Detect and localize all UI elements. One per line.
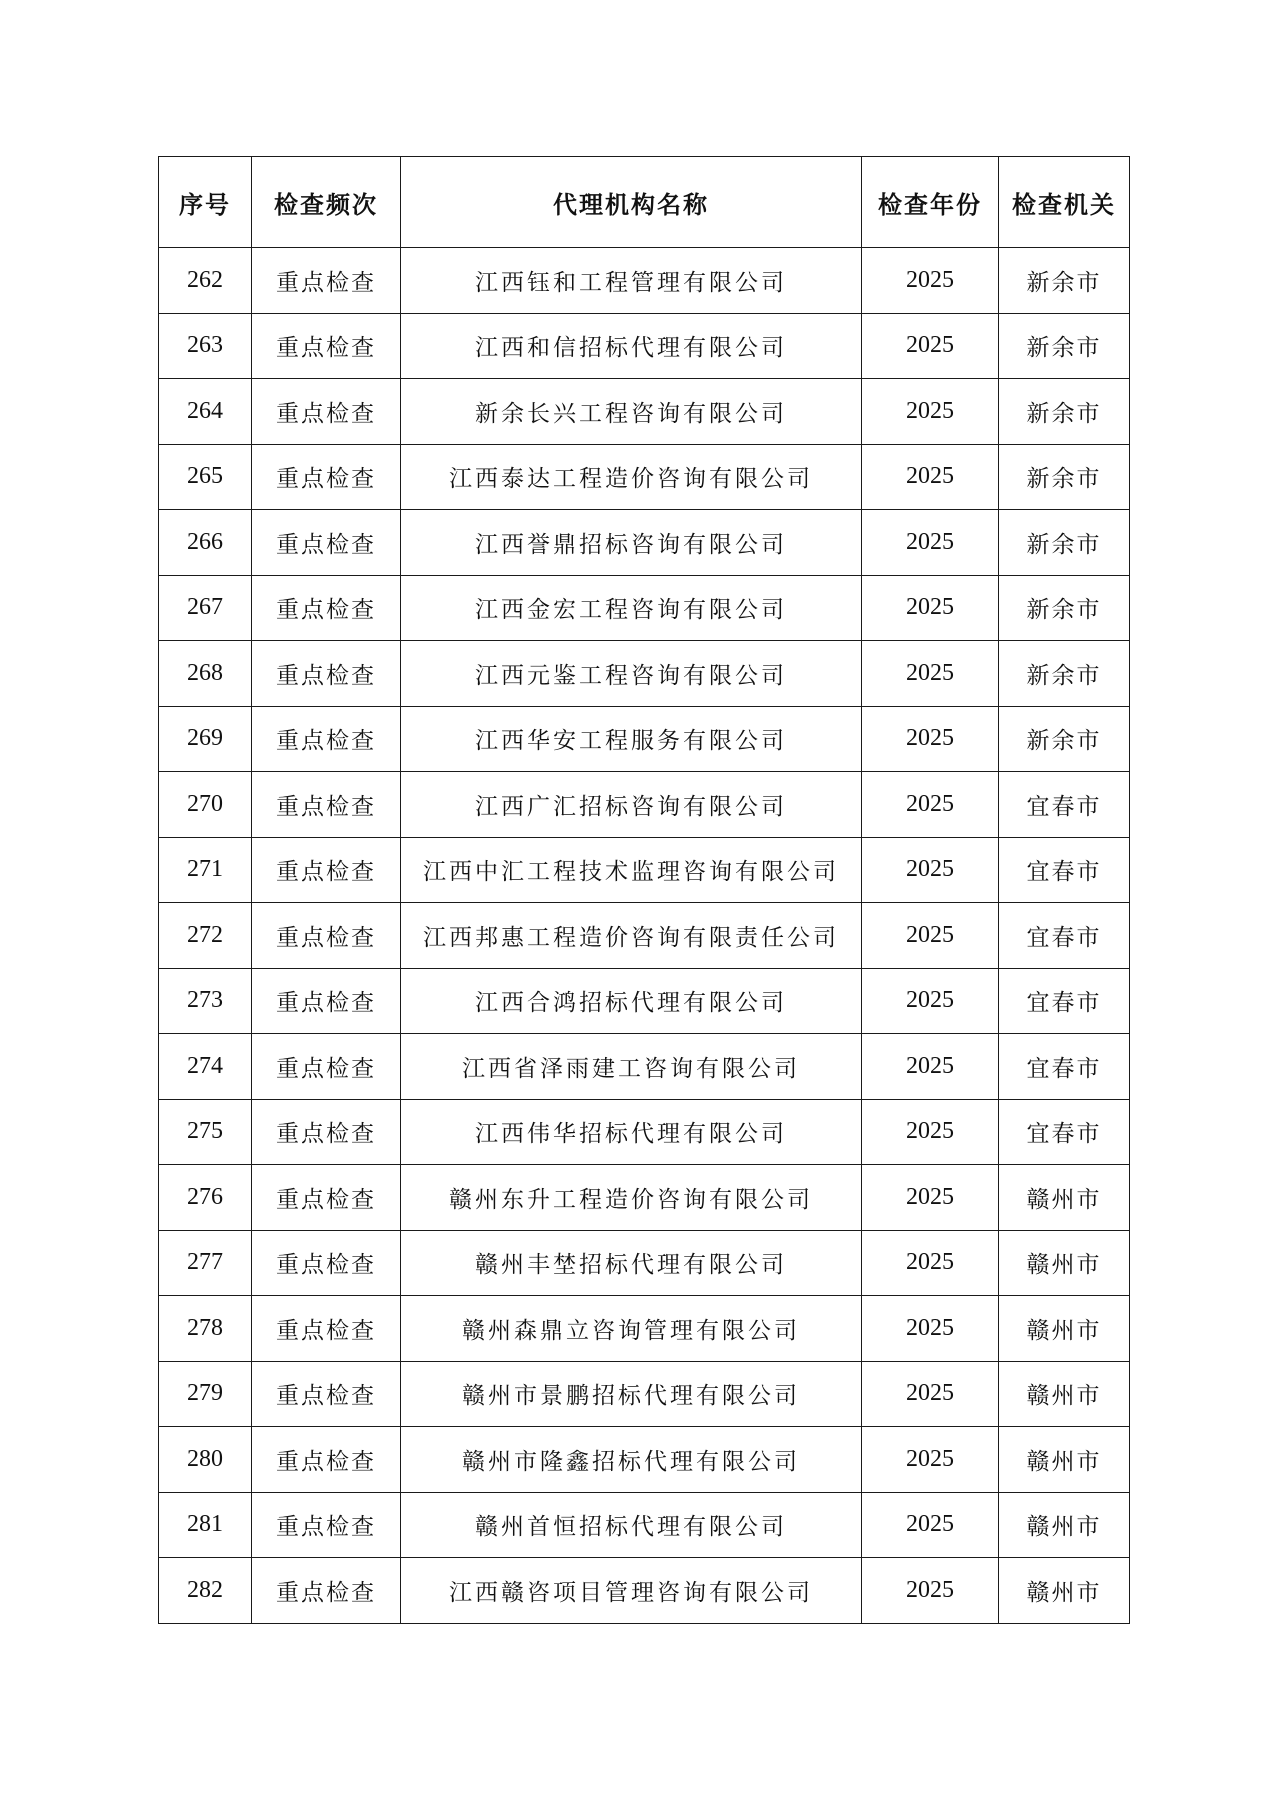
cell-inspection-year: 2025: [862, 837, 999, 903]
cell-agency-name: 赣州森鼎立咨询管理有限公司: [401, 1296, 862, 1362]
cell-inspection-year: 2025: [862, 313, 999, 379]
cell-serial-number: 274: [159, 1034, 252, 1100]
cell-inspection-authority: 宜春市: [999, 903, 1130, 969]
cell-agency-name: 新余长兴工程咨询有限公司: [401, 379, 862, 445]
cell-agency-name: 江西泰达工程造价咨询有限公司: [401, 444, 862, 510]
cell-inspection-year: 2025: [862, 379, 999, 445]
cell-inspection-year: 2025: [862, 1099, 999, 1165]
cell-inspection-authority: 宜春市: [999, 837, 1130, 903]
table-header-row: [159, 157, 1130, 248]
cell-serial-number: 268: [159, 641, 252, 707]
cell-inspection-frequency: 重点检查: [252, 1099, 401, 1165]
table-row: [159, 313, 1130, 379]
cell-agency-name: 江西合鸿招标代理有限公司: [401, 968, 862, 1034]
cell-inspection-year: 2025: [862, 1296, 999, 1362]
cell-inspection-frequency: 重点检查: [252, 1361, 401, 1427]
cell-inspection-year: 2025: [862, 968, 999, 1034]
cell-inspection-authority: 赣州市: [999, 1361, 1130, 1427]
table-row: [159, 968, 1130, 1034]
cell-inspection-frequency: 重点检查: [252, 968, 401, 1034]
cell-agency-name: 江西邦惠工程造价咨询有限责任公司: [401, 903, 862, 969]
table-row: [159, 1492, 1130, 1558]
cell-inspection-authority: 新余市: [999, 641, 1130, 707]
cell-inspection-frequency: 重点检查: [252, 772, 401, 838]
table-row: [159, 1361, 1130, 1427]
cell-inspection-authority: 新余市: [999, 444, 1130, 510]
cell-inspection-authority: 宜春市: [999, 1034, 1130, 1100]
cell-inspection-year: 2025: [862, 1558, 999, 1624]
cell-inspection-authority: 宜春市: [999, 968, 1130, 1034]
cell-inspection-frequency: 重点检查: [252, 1296, 401, 1362]
cell-inspection-year: 2025: [862, 1165, 999, 1231]
cell-agency-name: 江西钰和工程管理有限公司: [401, 248, 862, 314]
table-row: [159, 1296, 1130, 1362]
cell-inspection-frequency: 重点检查: [252, 575, 401, 641]
table-row: [159, 903, 1130, 969]
cell-inspection-year: 2025: [862, 1427, 999, 1493]
cell-inspection-frequency: 重点检查: [252, 903, 401, 969]
cell-inspection-year: 2025: [862, 444, 999, 510]
cell-inspection-year: 2025: [862, 1034, 999, 1100]
cell-serial-number: 276: [159, 1165, 252, 1231]
cell-serial-number: 263: [159, 313, 252, 379]
cell-inspection-authority: 宜春市: [999, 1099, 1130, 1165]
cell-inspection-frequency: 重点检查: [252, 444, 401, 510]
cell-serial-number: 265: [159, 444, 252, 510]
cell-inspection-frequency: 重点检查: [252, 641, 401, 707]
cell-serial-number: 271: [159, 837, 252, 903]
cell-inspection-year: 2025: [862, 248, 999, 314]
cell-serial-number: 281: [159, 1492, 252, 1558]
table-row: [159, 510, 1130, 576]
table-row: [159, 1099, 1130, 1165]
cell-inspection-frequency: 重点检查: [252, 1165, 401, 1231]
cell-inspection-year: 2025: [862, 575, 999, 641]
table-row: [159, 641, 1130, 707]
table-body: [159, 248, 1130, 1624]
cell-serial-number: 280: [159, 1427, 252, 1493]
cell-agency-name: 江西和信招标代理有限公司: [401, 313, 862, 379]
cell-inspection-frequency: 重点检查: [252, 379, 401, 445]
cell-inspection-year: 2025: [862, 510, 999, 576]
cell-agency-name: 江西中汇工程技术监理咨询有限公司: [401, 837, 862, 903]
cell-agency-name: 赣州市景鹏招标代理有限公司: [401, 1361, 862, 1427]
cell-inspection-frequency: 重点检查: [252, 1492, 401, 1558]
cell-inspection-authority: 赣州市: [999, 1165, 1130, 1231]
cell-inspection-frequency: 重点检查: [252, 1230, 401, 1296]
cell-serial-number: 266: [159, 510, 252, 576]
cell-agency-name: 赣州东升工程造价咨询有限公司: [401, 1165, 862, 1231]
table-row: [159, 1230, 1130, 1296]
table-row: [159, 837, 1130, 903]
cell-inspection-authority: 赣州市: [999, 1230, 1130, 1296]
cell-serial-number: 270: [159, 772, 252, 838]
header-serial-number: 序号: [159, 157, 252, 248]
cell-agency-name: 赣州丰埜招标代理有限公司: [401, 1230, 862, 1296]
cell-inspection-frequency: 重点检查: [252, 1558, 401, 1624]
table-row: [159, 444, 1130, 510]
table-row: [159, 706, 1130, 772]
cell-inspection-authority: 赣州市: [999, 1427, 1130, 1493]
cell-inspection-year: 2025: [862, 706, 999, 772]
cell-inspection-frequency: 重点检查: [252, 837, 401, 903]
header-inspection-frequency: 检查频次: [252, 157, 401, 248]
cell-inspection-authority: 新余市: [999, 706, 1130, 772]
cell-agency-name: 江西赣咨项目管理咨询有限公司: [401, 1558, 862, 1624]
cell-inspection-year: 2025: [862, 903, 999, 969]
cell-agency-name: 赣州首恒招标代理有限公司: [401, 1492, 862, 1558]
cell-inspection-year: 2025: [862, 1361, 999, 1427]
inspection-table: [158, 156, 1130, 1624]
table-row: [159, 1165, 1130, 1231]
table-row: [159, 1427, 1130, 1493]
cell-agency-name: 江西华安工程服务有限公司: [401, 706, 862, 772]
cell-inspection-year: 2025: [862, 641, 999, 707]
cell-inspection-frequency: 重点检查: [252, 313, 401, 379]
header-inspection-authority: 检查机关: [999, 157, 1130, 248]
table-row: [159, 379, 1130, 445]
cell-inspection-authority: 新余市: [999, 379, 1130, 445]
table-row: [159, 575, 1130, 641]
cell-inspection-frequency: 重点检查: [252, 706, 401, 772]
table-row: [159, 772, 1130, 838]
cell-inspection-authority: 新余市: [999, 575, 1130, 641]
cell-agency-name: 江西金宏工程咨询有限公司: [401, 575, 862, 641]
cell-inspection-frequency: 重点检查: [252, 1034, 401, 1100]
cell-serial-number: 264: [159, 379, 252, 445]
cell-inspection-frequency: 重点检查: [252, 248, 401, 314]
cell-serial-number: 279: [159, 1361, 252, 1427]
cell-agency-name: 江西广汇招标咨询有限公司: [401, 772, 862, 838]
cell-inspection-authority: 新余市: [999, 510, 1130, 576]
cell-inspection-year: 2025: [862, 1492, 999, 1558]
inspection-list-page: [158, 156, 1129, 1624]
cell-serial-number: 277: [159, 1230, 252, 1296]
cell-inspection-authority: 宜春市: [999, 772, 1130, 838]
cell-inspection-frequency: 重点检查: [252, 1427, 401, 1493]
table-row: [159, 1034, 1130, 1100]
cell-serial-number: 282: [159, 1558, 252, 1624]
header-agency-name: 代理机构名称: [401, 157, 862, 248]
cell-inspection-frequency: 重点检查: [252, 510, 401, 576]
cell-serial-number: 267: [159, 575, 252, 641]
cell-serial-number: 262: [159, 248, 252, 314]
cell-agency-name: 江西省泽雨建工咨询有限公司: [401, 1034, 862, 1100]
cell-serial-number: 278: [159, 1296, 252, 1362]
cell-agency-name: 江西伟华招标代理有限公司: [401, 1099, 862, 1165]
cell-agency-name: 江西元鉴工程咨询有限公司: [401, 641, 862, 707]
cell-inspection-authority: 新余市: [999, 313, 1130, 379]
table-row: [159, 1558, 1130, 1624]
cell-inspection-authority: 赣州市: [999, 1558, 1130, 1624]
cell-serial-number: 275: [159, 1099, 252, 1165]
header-inspection-year: 检查年份: [862, 157, 999, 248]
table-row: [159, 248, 1130, 314]
cell-inspection-authority: 新余市: [999, 248, 1130, 314]
cell-serial-number: 269: [159, 706, 252, 772]
cell-inspection-authority: 赣州市: [999, 1492, 1130, 1558]
cell-agency-name: 赣州市隆鑫招标代理有限公司: [401, 1427, 862, 1493]
cell-serial-number: 273: [159, 968, 252, 1034]
cell-inspection-year: 2025: [862, 772, 999, 838]
cell-inspection-year: 2025: [862, 1230, 999, 1296]
cell-agency-name: 江西誉鼎招标咨询有限公司: [401, 510, 862, 576]
cell-inspection-authority: 赣州市: [999, 1296, 1130, 1362]
cell-serial-number: 272: [159, 903, 252, 969]
